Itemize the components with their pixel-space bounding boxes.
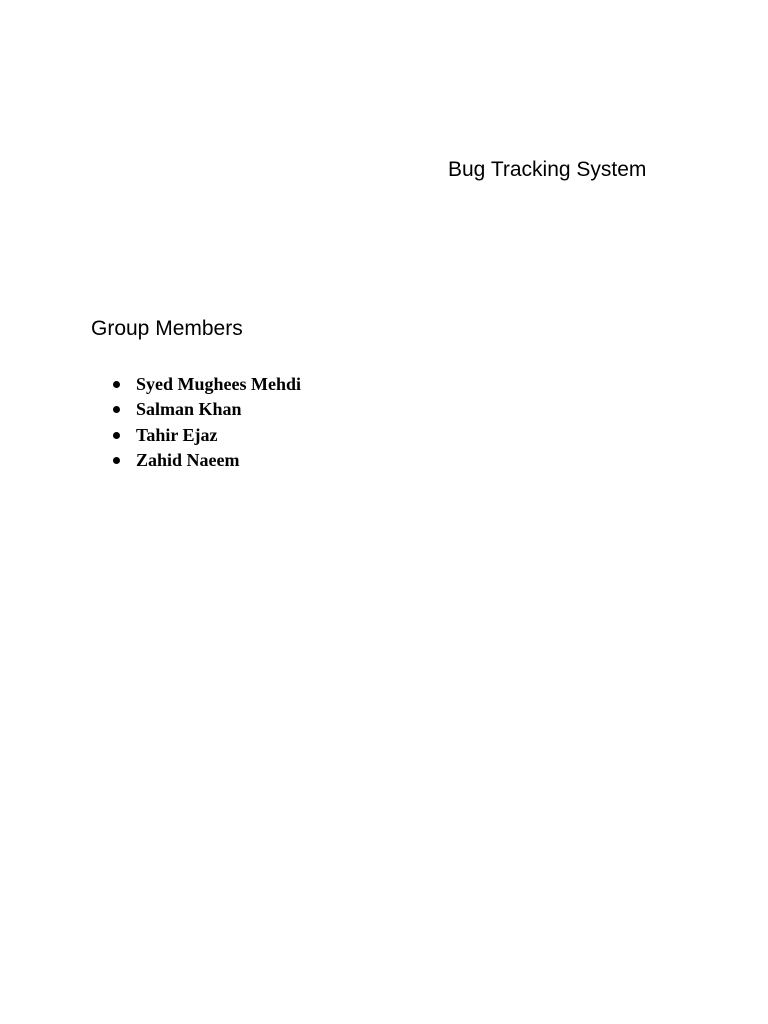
bullet-icon [113, 432, 120, 439]
member-name: Zahid Naeem [136, 449, 240, 470]
bullet-icon [113, 457, 120, 464]
member-name: Salman Khan [136, 399, 242, 420]
group-members-heading: Group Members [91, 317, 243, 340]
bullet-icon [113, 406, 120, 413]
document-title: Bug Tracking System [448, 158, 647, 181]
bullet-icon [113, 381, 120, 388]
member-name: Syed Mughees Mehdi [136, 374, 302, 394]
member-name: Tahir Ejaz [136, 424, 218, 445]
